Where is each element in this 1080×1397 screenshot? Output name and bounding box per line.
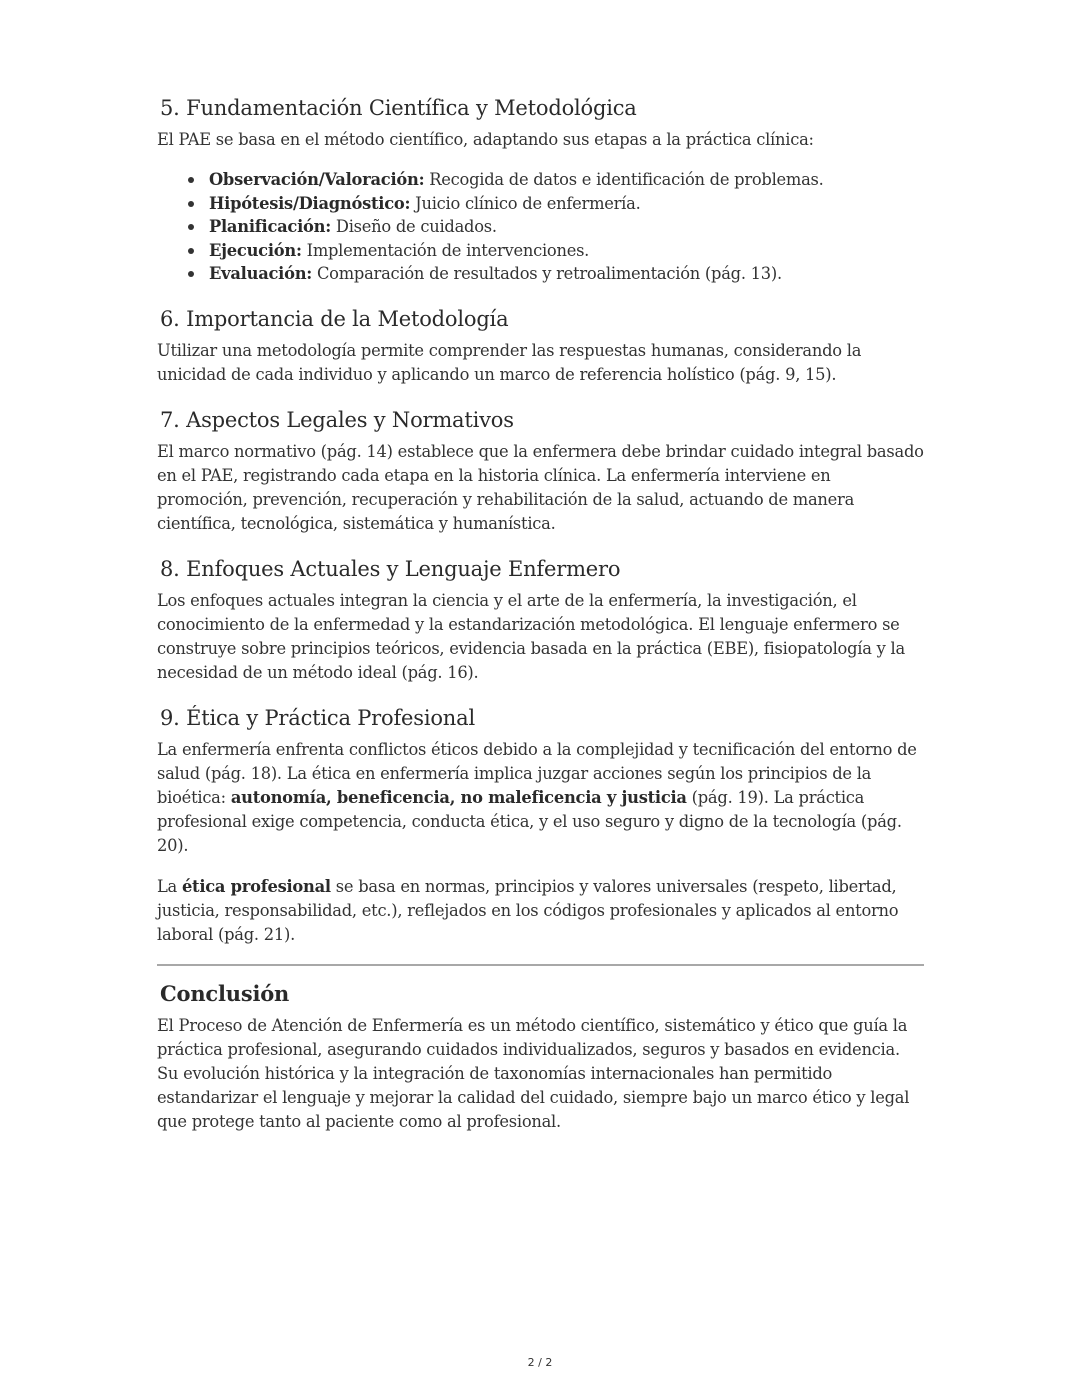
section-heading: 8. Enfoques Actuales y Lenguaje Enfermero bbox=[160, 556, 621, 581]
section-8-current-approaches bbox=[157, 553, 925, 685]
section-9-ethics bbox=[157, 702, 925, 947]
page-indicator: 2 / 2 bbox=[527, 1356, 553, 1369]
ethics-paragraph-2 bbox=[157, 875, 925, 947]
list-item-term: Hipótesis/Diagnóstico: bbox=[209, 193, 411, 213]
section-conclusion bbox=[157, 978, 925, 1134]
list-item bbox=[209, 192, 925, 216]
list-item-text: Juicio clínico de enfermería. bbox=[410, 193, 641, 213]
text-run: (pág. 19). La práctica profesional exige competencia, conducta ética, y el uso seguro y digno de la tecnología (pág. 20). bbox=[157, 787, 902, 855]
text-run: La enfermería enfrenta conflictos éticos debido a la complejidad y tecnificación del entorno de salud (pág. 18). La ética en enfermería implica juzgar acciones según los principios de la bioética: bbox=[157, 739, 917, 807]
list-item bbox=[209, 215, 925, 239]
list-item-term: Ejecución: bbox=[209, 240, 302, 260]
section-7-legal-aspects bbox=[157, 404, 925, 536]
text-run: La bbox=[157, 876, 182, 896]
text-run: se basa en normas, principios y valores universales (respeto, libertad, justicia, responsabilidad, etc.), reflejados en los códigos profesionales y aplicados al entorno laboral (pág. 21). bbox=[157, 876, 899, 944]
ethics-paragraph-1 bbox=[157, 738, 925, 858]
conclusion-heading: Conclusión bbox=[160, 980, 290, 1006]
bullet-icon bbox=[188, 248, 194, 254]
document-page bbox=[157, 92, 925, 1151]
section-body: El marco normativo (pág. 14) establece que la enfermera debe brindar cuidado integral basado en el PAE, registrando cada etapa en la historia clínica. La enfermería interviene en promoción, prevención, recuperación y rehabilitación de la salud, actuando de manera científica, tecnológica, sistemática y humanística. bbox=[157, 441, 924, 533]
section-heading: 6. Importancia de la Metodología bbox=[160, 306, 509, 331]
list-item bbox=[209, 168, 925, 192]
bullet-icon bbox=[188, 177, 194, 183]
list-item-term: Planificación: bbox=[209, 217, 331, 237]
list-item-text: Implementación de intervenciones. bbox=[301, 240, 590, 260]
stages-list bbox=[157, 168, 925, 286]
section-heading: 5. Fundamentación Científica y Metodológica bbox=[160, 96, 637, 120]
section-intro: El PAE se basa en el método científico, adaptando sus etapas a la práctica clínica: bbox=[157, 130, 814, 149]
section-6-methodology-importance bbox=[157, 303, 925, 387]
section-heading: 7. Aspectos Legales y Normativos bbox=[160, 407, 514, 432]
list-item-text: Diseño de cuidados. bbox=[330, 217, 497, 237]
list-item-text: Comparación de resultados y retroalimentación (pág. 13). bbox=[312, 264, 782, 284]
section-5-scientific-foundation bbox=[157, 92, 925, 286]
section-body: Utilizar una metodología permite comprender las respuestas humanas, considerando la unicidad de cada individuo y aplicando un marco de referencia holístico (pág. 9, 15). bbox=[157, 340, 862, 384]
bullet-icon bbox=[188, 224, 194, 230]
section-heading: 9. Ética y Práctica Profesional bbox=[160, 705, 475, 730]
list-item bbox=[209, 239, 925, 263]
list-item-term: Evaluación: bbox=[209, 264, 313, 284]
conclusion-body: El Proceso de Atención de Enfermería es un método científico, sistemático y ético que guía la práctica profesional, asegurando cuidados individualizados, seguros y basados en evidencia. Su evolución histórica y la integración de taxonomías internacionales han permitido estandarizar el lenguaje y mejorar la calidad del cuidado, siempre bajo un marco ético y legal que protege tanto al paciente como al profesional. bbox=[157, 1015, 910, 1131]
list-item bbox=[209, 262, 925, 286]
bioethics-principles: autonomía, beneficencia, no maleficencia y justicia bbox=[230, 787, 687, 807]
bullet-icon bbox=[188, 271, 194, 277]
list-item-term: Observación/Valoración: bbox=[209, 170, 425, 189]
list-item-text: Recogida de datos e identificación de problemas. bbox=[424, 170, 824, 189]
bullet-icon bbox=[188, 201, 194, 207]
horizontal-divider bbox=[157, 964, 924, 966]
section-body: Los enfoques actuales integran la ciencia y el arte de la enfermería, la investigación, el conocimiento de la enfermedad y la estandarización metodológica. El lenguaje enfermero se construye sobre principios teóricos, evidencia basada en la práctica (EBE), fisiopatología y la necesidad de un método ideal (pág. 16). bbox=[157, 590, 905, 682]
professional-ethics-term: ética profesional bbox=[181, 876, 331, 896]
